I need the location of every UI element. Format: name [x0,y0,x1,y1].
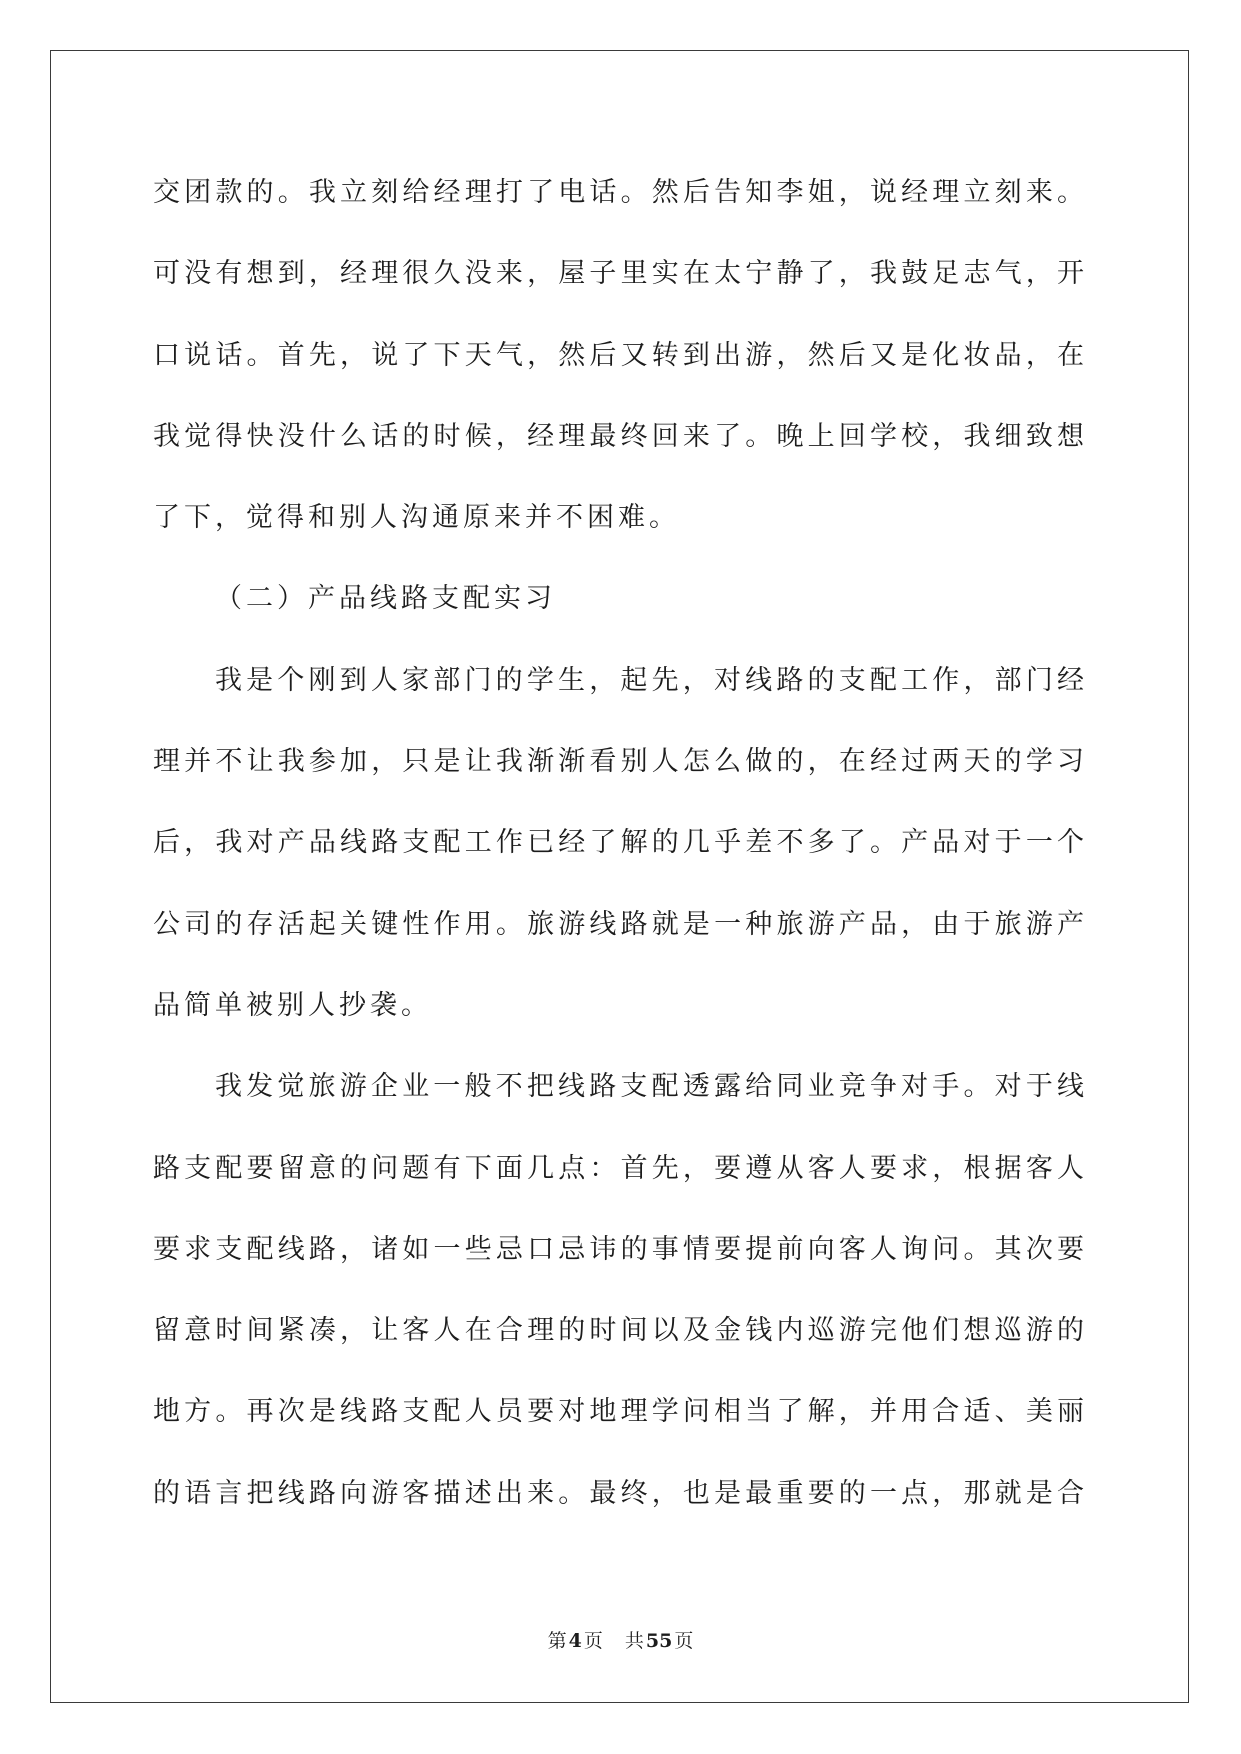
text-line: 品简单被别人抄袭。 [153,989,432,1021]
text-line: 地方。再次是线路支配人员要对地理学问相当了解，并用合适、美丽 [153,1396,1088,1428]
total-label-suffix: 页 [674,1630,694,1652]
section-heading: （二）产品线路支配实习 [215,583,556,615]
total-pages: 55 [645,1630,673,1652]
total-label-prefix: 共 [624,1630,644,1652]
text-line: 我觉得快没什么话的时候，经理最终回来了。晚上回学校，我细致想 [153,420,1088,452]
text-line: 可没有想到，经理很久没来，屋子里实在太宁静了，我鼓足志气，开 [153,258,1088,290]
text-line: 了下，觉得和别人沟通原来并不困难。 [153,502,680,534]
page-number: 4 [568,1630,582,1652]
page-label-suffix: 页 [583,1630,603,1652]
text-line: 口说话。首先，说了下天气，然后又转到出游，然后又是化妆品，在 [153,339,1088,371]
text-line: 我是个刚到人家部门的学生，起先，对线路的支配工作，部门经 [215,664,1088,696]
text-line: 的语言把线路向游客描述出来。最终，也是最重要的一点，那就是合 [153,1477,1088,1509]
text-line: 理并不让我参加，只是让我渐渐看别人怎么做的，在经过两天的学习 [153,746,1088,778]
text-line: 交团款的。我立刻给经理打了电话。然后告知李姐，说经理立刻来。 [153,177,1088,208]
text-line: 路支配要留意的问题有下面几点：首先，要遵从客人要求，根据客人 [153,1152,1088,1184]
text-line: 要求支配线路，诸如一些忌口忌讳的事情要提前向客人询问。其次要 [153,1233,1088,1265]
text-line: 我发觉旅游企业一般不把线路支配透露给同业竞争对手。对于线 [215,1071,1088,1103]
text-line: 公司的存活起关键性作用。旅游线路就是一种旅游产品，由于旅游产 [153,908,1088,940]
page-label-prefix: 第 [547,1630,567,1652]
page-footer [0,1628,1241,1654]
body-text [153,152,1088,1534]
text-line: 后，我对产品线路支配工作已经了解的几乎差不多了。产品对于一个 [153,827,1088,859]
text-line: 留意时间紧凑，让客人在合理的时间以及金钱内巡游完他们想巡游的 [153,1315,1088,1347]
